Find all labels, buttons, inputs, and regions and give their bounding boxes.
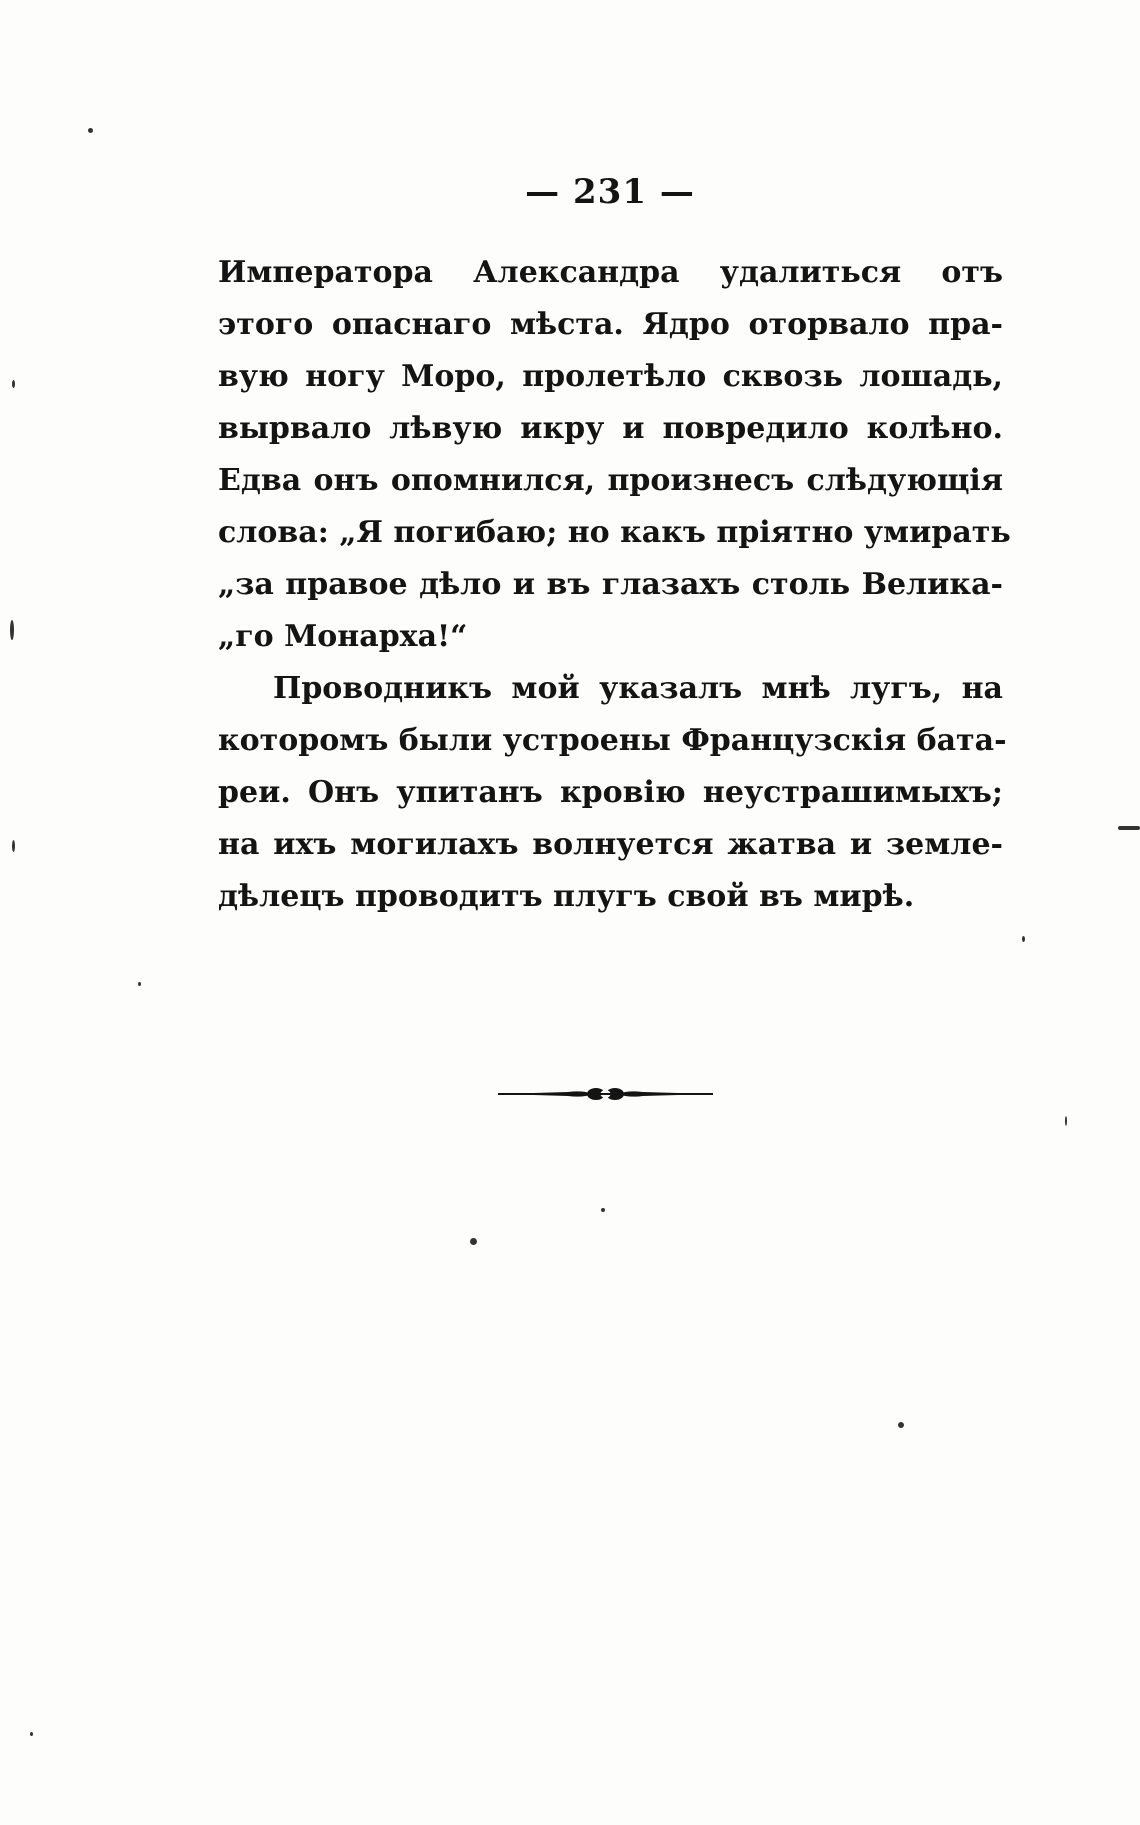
text-line: „го Монарха!“ (218, 619, 468, 654)
speck (470, 1238, 477, 1245)
speck (1022, 936, 1025, 942)
speck (12, 840, 15, 852)
speck (30, 1732, 33, 1736)
text-line: вую ногу Моро, пролетѣло сквозь лошадь, (218, 359, 1003, 394)
speck (12, 380, 15, 388)
text-line: этого опаснаго мѣста. Ядро оторвало пра- (218, 307, 1003, 342)
speck (10, 620, 14, 640)
text-line: Едва онъ опомнился, произнесъ слѣдующія (218, 463, 1003, 498)
text-block (218, 247, 1011, 923)
page-number: — 231 — (525, 172, 695, 212)
paragraph-2 (218, 663, 1007, 923)
speck (1118, 826, 1140, 830)
ornament-divider (498, 1082, 713, 1106)
speck (1065, 1116, 1067, 1126)
text-line: которомъ были устроены Французскія бата- (218, 723, 1007, 758)
text-line: Проводникъ мой указалъ мнѣ лугъ, на (273, 671, 1003, 706)
text-line: слова: „Я погибаю; но какъ пріятно умирать (218, 515, 1011, 550)
text-line: на ихъ могилахъ волнуется жатва и земле- (218, 827, 1003, 862)
text-line: дѣлецъ проводитъ плугъ свой въ мирѣ. (218, 879, 915, 914)
speck (898, 1422, 904, 1428)
text-line: Императора Александра удалиться отъ (218, 255, 1003, 290)
speck (601, 1208, 605, 1212)
text-line: вырвало лѣвую икру и повредило колѣно. (218, 411, 1003, 446)
paragraph-1 (218, 247, 1011, 663)
speck (88, 128, 93, 133)
text-line: реи. Онъ упитанъ кровію неустрашимыхъ; (218, 775, 1003, 810)
speck (138, 982, 141, 986)
text-line: „за правое дѣло и въ глазахъ столь Велика- (218, 567, 1003, 602)
